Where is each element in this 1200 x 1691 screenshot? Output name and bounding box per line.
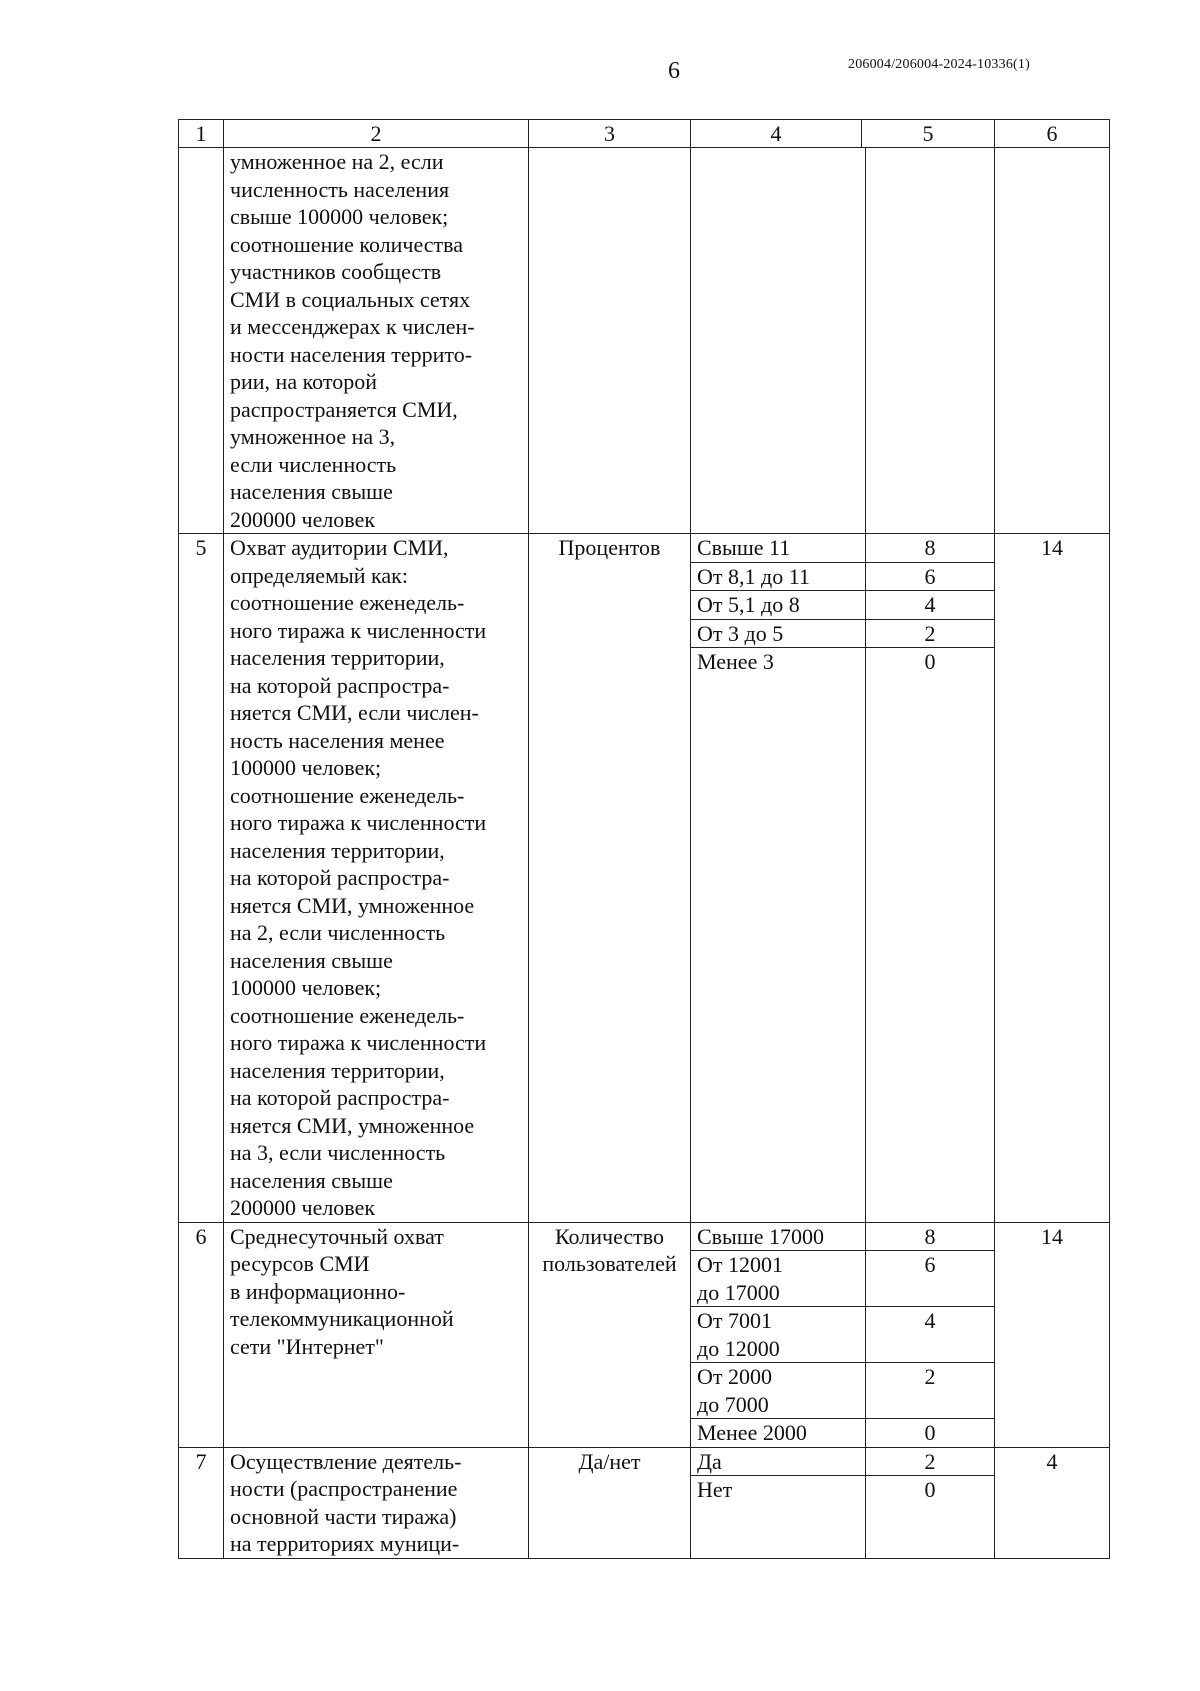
unit-cell: Да/нет [529, 1447, 691, 1558]
option-range: От 2000 до 7000 [691, 1363, 866, 1418]
table-row [179, 1222, 1110, 1447]
option-points: 2 [924, 620, 936, 646]
row-number [179, 148, 224, 534]
criterion-cell [224, 148, 529, 534]
scale-option [691, 591, 994, 620]
empty-scale [691, 148, 994, 533]
option-range: Свыше 17000 [691, 1223, 866, 1251]
max-points: 14 [995, 1222, 1110, 1447]
scale-cell [691, 1222, 995, 1447]
option-range: От 8,1 до 11 [691, 563, 866, 591]
max-points: 4 [995, 1447, 1110, 1558]
scale-option [691, 1223, 994, 1252]
scale-option [691, 534, 994, 563]
scale-list [691, 1223, 994, 1447]
empty-range [691, 148, 866, 533]
row-number: 5 [179, 534, 224, 1223]
option-range: От 12001 до 17000 [691, 1251, 866, 1306]
option-range: От 3 до 5 [691, 620, 866, 648]
option-range: От 5,1 до 8 [691, 591, 866, 619]
column-header: 6 [995, 120, 1110, 148]
option-points: 4 [924, 592, 936, 617]
scale-list [691, 534, 994, 1222]
scale-option [691, 620, 994, 649]
option-points: 0 [924, 1420, 936, 1445]
column-header: 3 [529, 120, 691, 148]
option-range: Менее 2000 [691, 1419, 866, 1447]
page-number: 6 [668, 58, 680, 84]
scale-option [691, 648, 994, 1222]
option-points: 4 [924, 1308, 936, 1333]
scale-option [691, 1363, 994, 1419]
table-header-row [179, 120, 1110, 148]
option-points: 0 [924, 649, 936, 674]
criterion-text: умноженное на 2, если численность населения свыше 100000 человек; соотношение количества участников сообществ СМИ в социальных сетях и мессенджерах к числен- ности населения террито- рии, на которой распространяется СМИ, умноженное на 3, если численность населения свыше 200000 человек [230, 149, 475, 532]
scale-list [691, 1448, 994, 1558]
scale-option [691, 1448, 994, 1477]
table-row [179, 534, 1110, 1223]
row-number: 6 [179, 1222, 224, 1447]
unit-cell: Процентов [529, 534, 691, 1223]
option-points: 6 [924, 1252, 936, 1277]
option-points: 8 [924, 535, 936, 560]
scale-cell [691, 148, 995, 534]
criterion-cell [224, 1222, 529, 1447]
option-range: Да [691, 1448, 866, 1476]
unit-cell: Количество пользователей [529, 1222, 691, 1447]
criterion-text: Охват аудитории СМИ, определяемый как: соотношение еженедель- ного тиража к численности населения территории, на которой распростра- няется СМИ, если числен- ность населения менее 100000 человек; соотношение еженедель- ного тиража к численности населения территории, на которой распростра- няется СМИ, умноженное на 2, если численность населения свыше 100000 человек; соотношение еженедель- ного тиража к численности населения территории, на которой распростра- няется СМИ, умноженное на 3, если численность населения свыше 200000 человек [230, 535, 487, 1220]
option-range: Свыше 11 [691, 534, 866, 562]
empty-points [866, 148, 994, 533]
table-row [179, 148, 1110, 534]
scale-list [691, 148, 994, 533]
document-id: 206004/206004-2024-10336(1) [848, 57, 1030, 72]
scale-option [691, 1307, 994, 1363]
option-points: 6 [924, 563, 936, 589]
scale-option [691, 1251, 994, 1307]
criterion-text: Осуществление деятель- ности (распространение основной части тиража) на территориях муници- [230, 1448, 462, 1556]
criteria-table [178, 119, 1110, 1559]
option-points: 2 [924, 1448, 936, 1474]
scale-option [691, 563, 994, 592]
criterion-text: Среднесуточный охват ресурсов СМИ в информационно- телекоммуникационной сети "Интернет" [230, 1223, 454, 1359]
table-row [179, 1447, 1110, 1558]
scale-option [691, 1476, 994, 1558]
scale-cell [691, 1447, 995, 1558]
criterion-cell [224, 1447, 529, 1558]
option-range: Менее 3 [691, 648, 866, 1222]
column-header: 1 [179, 120, 224, 148]
column-header: 5 [862, 120, 995, 148]
scale-cell [691, 534, 995, 1223]
column-header: 4 [691, 120, 862, 148]
criterion-cell [224, 534, 529, 1223]
option-points: 8 [924, 1223, 936, 1249]
scale-option [691, 1419, 994, 1447]
max-points [995, 148, 1110, 534]
row-number: 7 [179, 1447, 224, 1558]
unit-cell [529, 148, 691, 534]
option-range: Нет [691, 1476, 866, 1558]
option-range: От 7001 до 12000 [691, 1307, 866, 1362]
option-points: 0 [924, 1477, 936, 1502]
max-points: 14 [995, 534, 1110, 1223]
column-header: 2 [224, 120, 529, 148]
option-points: 2 [924, 1364, 936, 1389]
